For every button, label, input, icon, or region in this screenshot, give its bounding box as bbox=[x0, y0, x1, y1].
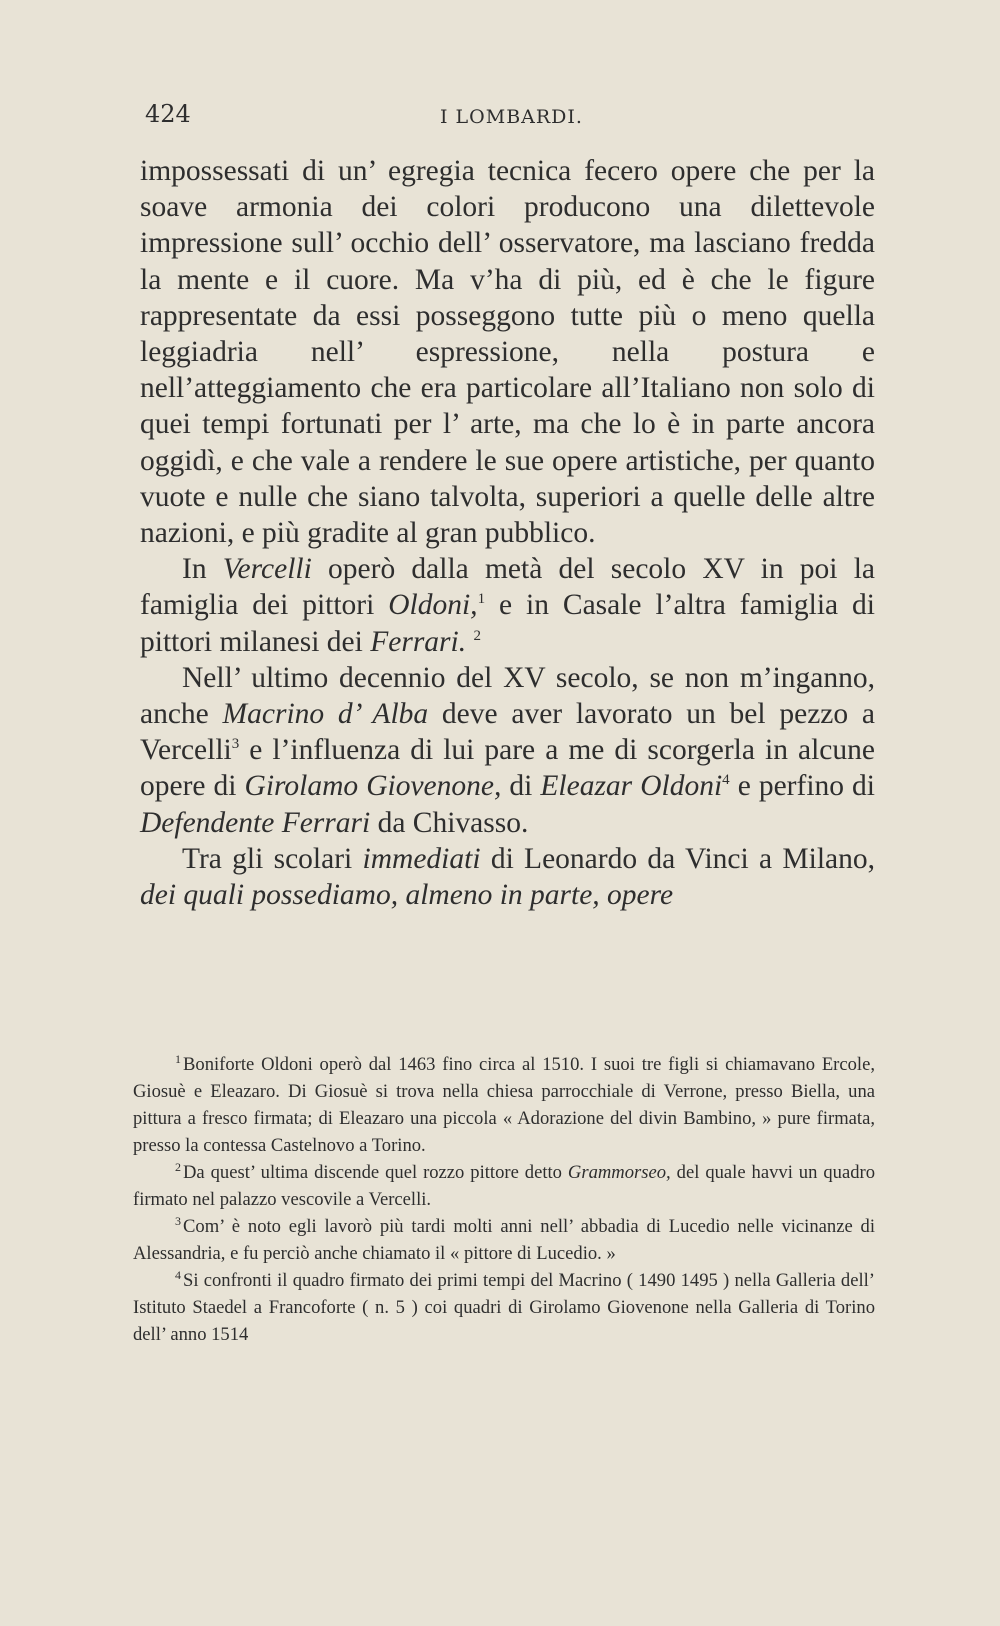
footnote-ref-1: 1 bbox=[477, 591, 486, 608]
footnote-1 bbox=[133, 1051, 875, 1159]
footnotes bbox=[133, 1051, 875, 1348]
page-number: 424 bbox=[145, 100, 191, 128]
running-title: I LOMBARDI. bbox=[440, 106, 583, 128]
text-run: Tra gli scolari bbox=[182, 842, 363, 875]
italic-run: dei quali possediamo, almeno in parte, opere bbox=[140, 879, 674, 912]
text-run: In bbox=[182, 553, 223, 586]
italic-run: Ferrari. bbox=[370, 625, 467, 658]
text-run: da Chivasso. bbox=[370, 806, 529, 839]
paragraph-2 bbox=[140, 551, 875, 660]
page-header bbox=[145, 100, 875, 140]
italic-run: Vercelli bbox=[222, 553, 312, 586]
footnote-text: Boniforte Oldoni operò dal 1463 fino circa al 1510. I suoi tre figli si chiamavano Ercole, Giosuè e Eleazaro. Di Giosuè si trova nella chiesa parrocchiale di Verrone, presso Biella, una pittura a fresco firmata; di Eleazaro una piccola « Adorazione del divin Bambino, » pure firmata, presso la contessa Castelnovo a Torino. bbox=[133, 1054, 875, 1156]
footnote-2 bbox=[133, 1159, 875, 1213]
footnote-3 bbox=[133, 1213, 875, 1267]
footnote-text: del quale havvi un quadro firmato nel palazzo vescovile a Vercelli. bbox=[133, 1162, 875, 1210]
text-run: e l’influenza di lui pare a me di scorgerla in alcune opere di bbox=[140, 734, 875, 803]
text-run: Nell’ ultimo decennio del XV secolo, se non m’ingannο, anche bbox=[140, 661, 875, 731]
text-run: di bbox=[501, 770, 541, 803]
italic-run: immediati bbox=[362, 842, 481, 875]
italic-run: Girolamo Giovenone, bbox=[244, 770, 502, 803]
footnote-ref-4: 4 bbox=[722, 772, 730, 789]
footnote-text: Com’ è noto egli lavorò più tardi molti anni nell’ abbadia di Lucedio nelle vicinanze di Alessandria, e fu perciò anche chiamato il « pittore di Lucedio. » bbox=[133, 1216, 875, 1264]
italic-run: Eleazar Oldoni bbox=[540, 770, 723, 803]
text-run: operò dalla metà del secolo XV in poi la famiglia dei pittori bbox=[140, 553, 875, 622]
footnote-ref-2: 2 bbox=[473, 627, 481, 644]
text-run: di Leonardo da Vinci a Milano, bbox=[480, 842, 875, 875]
footnote-mark: 2 bbox=[175, 1160, 181, 1174]
text-run: e in Casale l’altra famiglia di pittori milanesi dei bbox=[140, 589, 875, 658]
paragraph-3 bbox=[140, 660, 875, 841]
footnote-mark: 1 bbox=[175, 1052, 181, 1066]
italic-run: Defendente Ferrari bbox=[140, 806, 371, 839]
italic-run: Oldoni, bbox=[388, 589, 478, 622]
footnote-mark: 4 bbox=[175, 1268, 181, 1282]
body-text bbox=[140, 153, 875, 913]
footnote-mark: 3 bbox=[175, 1214, 181, 1228]
footnote-text: Si confronti il quadro firmato dei primi tempi del Macrino ( 1490 1495 ) nella Galleria dell’ Istituto Staedel a Francoforte ( n. 5 ) coi quadri di Girolamo Giovenone nella Galleria di Torino dell’ anno 1514 bbox=[133, 1270, 875, 1345]
italic-run: Macrino d’ Alba bbox=[222, 698, 429, 731]
footnote-4 bbox=[133, 1267, 875, 1348]
text-run: e perfino di bbox=[729, 770, 875, 803]
italic-run: Grammorseo, bbox=[567, 1162, 671, 1183]
footnote-ref-3: 3 bbox=[231, 736, 240, 753]
text-run: deve aver lavorato un bel pezzo a Vercelli bbox=[140, 698, 875, 767]
paragraph-4 bbox=[140, 841, 875, 913]
footnote-text: Da quest’ ultima discende quel rozzo pittore detto bbox=[183, 1162, 568, 1183]
paragraph-1: impossessati di un’ egregia tecnica fecero opere che per la soave armonia dei colori producono una dilettevole impressione sull’ occhio dell’ osservatore, ma lasciano fredda la mente e il cuore. Ma v’ha di più, ed è che le figure rappresentate da essi posseggono tutte più o meno quella leggiadria nell’ espressione, nella postura e nell’atteggiamento che era particolare all’Italiano non solo di quei tempi fortunati per l’ arte, ma che lo è in parte ancora oggidì, e che vale a rendere le sue opere artistiche, per quanto vuote e nulle che siano talvolta, superiori a quelle delle altre nazioni, e più gradite al gran pubblico. bbox=[140, 155, 875, 550]
